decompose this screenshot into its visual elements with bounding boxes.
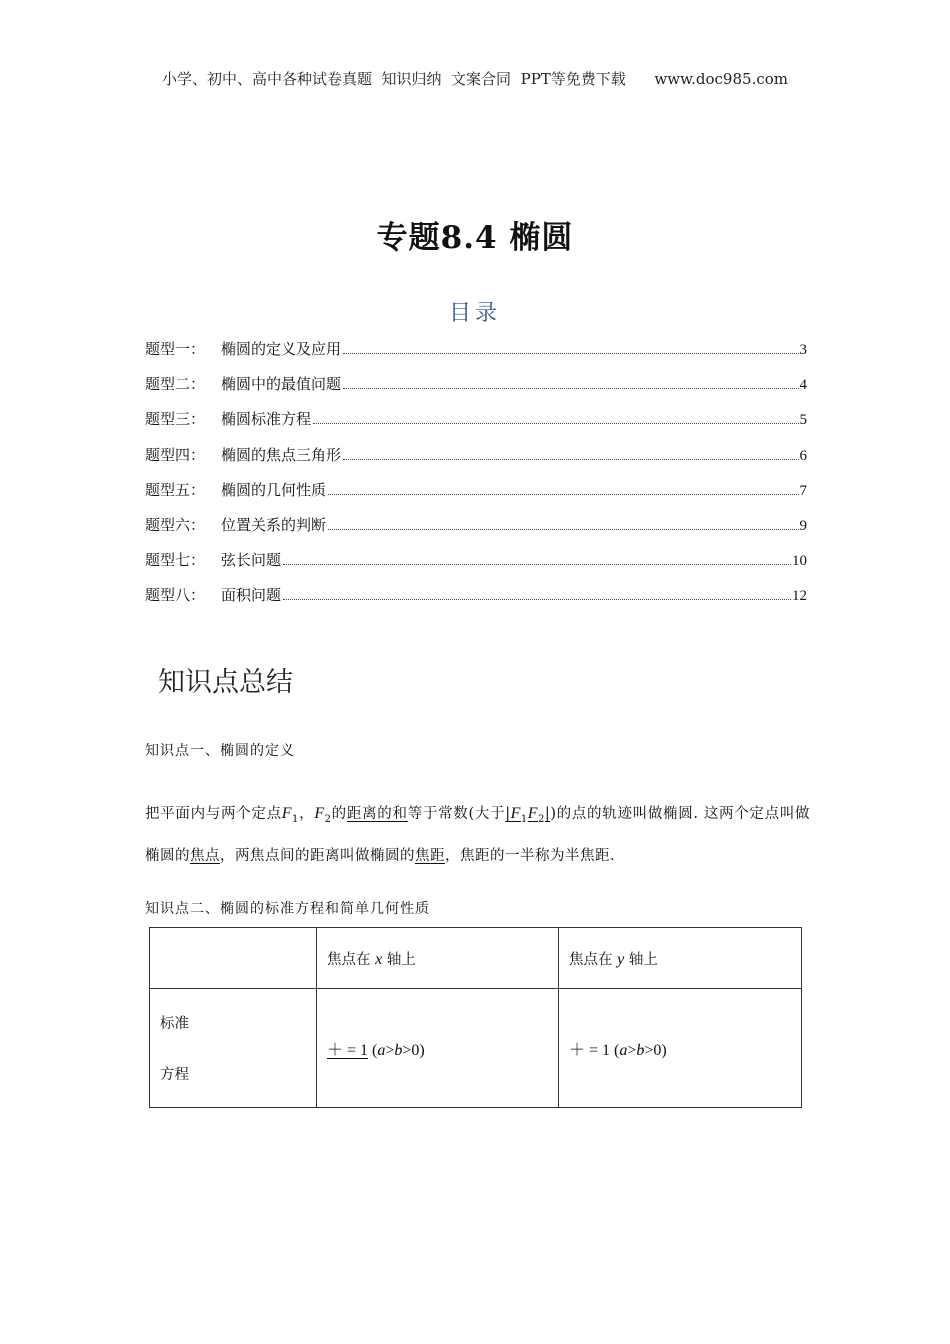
toc-item-type: 题型一： xyxy=(145,340,206,358)
toc-item-page: 9 xyxy=(799,517,807,534)
toc-item-label: 弦长问题 xyxy=(221,551,282,570)
cond-end: >0) xyxy=(402,1041,425,1059)
underlined-term: 焦距 xyxy=(415,847,445,864)
subscript: 2 xyxy=(538,813,545,825)
underlined-term: 焦点 xyxy=(190,847,220,864)
subscript: 1 xyxy=(520,813,528,825)
var-b: b xyxy=(394,1041,403,1059)
text-run: 把平面内与两个定点 xyxy=(145,806,282,822)
toc-leader-dots xyxy=(328,494,798,495)
toc-item-type: 题型四： xyxy=(145,445,206,464)
toc-leader-dots xyxy=(343,353,798,354)
formula-y-main: ＋ = 1 xyxy=(569,1041,611,1059)
toc-leader-dots xyxy=(283,564,791,565)
table-of-contents xyxy=(145,338,807,620)
row-label-cell xyxy=(150,989,317,1108)
table-row xyxy=(150,989,802,1108)
col-header-y xyxy=(559,928,802,989)
toc-item-page: 3 xyxy=(799,342,807,358)
abs-f1f2 xyxy=(505,805,551,825)
toc-item-label: 椭圆的焦点三角形 xyxy=(221,445,342,464)
underlined-term: 距离的和 xyxy=(346,806,408,822)
col-suffix: 轴上 xyxy=(624,951,658,968)
toc-item[interactable] xyxy=(145,338,807,373)
toc-item-page: 10 xyxy=(792,553,807,570)
abs-bar: | xyxy=(544,806,551,822)
subscript: 1 xyxy=(292,813,299,825)
row-label-line-2: 方程 xyxy=(160,1067,189,1083)
toc-leader-dots xyxy=(343,459,798,460)
formula-x-main: ＋ = 1 xyxy=(327,1041,369,1059)
text-run: )的点的轨迹叫做椭圆. 这两个定点叫做椭圆的 xyxy=(145,806,811,864)
toc-item-label: 面积问题 xyxy=(221,586,282,605)
toc-item-type: 题型八： xyxy=(145,586,206,605)
toc-item[interactable] xyxy=(145,444,807,479)
toc-item-type: 题型七： xyxy=(145,551,206,570)
subscript: 2 xyxy=(324,813,332,825)
toc-item-label: 椭圆的定义及应用 xyxy=(221,340,342,358)
toc-leader-dots xyxy=(328,529,798,530)
var-f: F xyxy=(314,805,325,822)
row-label-line-1: 标准 xyxy=(160,1016,189,1032)
ellipse-properties-table xyxy=(149,927,802,1108)
var-f: F xyxy=(527,805,539,822)
table-header-row xyxy=(150,928,802,989)
toc-item-page: 7 xyxy=(799,482,807,499)
toc-item-type: 题型二： xyxy=(145,375,206,394)
text-run: ，焦距的一半称为半焦距. xyxy=(445,847,616,864)
toc-item-page: 4 xyxy=(799,377,807,394)
text-run: 的 xyxy=(331,806,347,822)
cond-gt: > xyxy=(385,1041,395,1059)
toc-item-page: 6 xyxy=(799,447,807,464)
var-x: x xyxy=(375,950,383,968)
toc-item-type: 题型五： xyxy=(145,480,206,499)
col-prefix: 焦点在 xyxy=(569,951,618,968)
table-corner-cell xyxy=(150,928,317,989)
cond-open: ( xyxy=(610,1041,620,1059)
toc-item-type: 题型三： xyxy=(145,410,206,429)
toc-item-label: 椭圆中的最值问题 xyxy=(221,375,342,394)
text-run: ， xyxy=(298,806,315,822)
formula-x-cell xyxy=(317,989,559,1108)
var-a: a xyxy=(377,1041,386,1059)
var-f: F xyxy=(510,805,521,822)
toc-item-label: 椭圆标准方程 xyxy=(221,410,312,429)
col-prefix: 焦点在 xyxy=(327,951,376,968)
knowledge-point-1-heading: 知识点一、椭圆的定义 xyxy=(145,743,295,759)
toc-item[interactable] xyxy=(145,549,807,584)
col-header-x xyxy=(317,928,559,989)
var-f: F xyxy=(281,805,293,822)
toc-item-page: 5 xyxy=(799,412,807,429)
toc-item[interactable] xyxy=(145,514,807,549)
toc-item-label: 位置关系的判断 xyxy=(221,515,327,534)
cond-open: ( xyxy=(368,1041,378,1059)
col-suffix: 轴上 xyxy=(382,951,416,968)
definition-paragraph xyxy=(145,796,810,874)
toc-item[interactable] xyxy=(145,408,807,443)
abs-bar: | xyxy=(505,806,511,822)
toc-item-label: 椭圆的几何性质 xyxy=(221,480,327,499)
cond-gt: > xyxy=(627,1041,637,1059)
toc-leader-dots xyxy=(313,423,798,424)
toc-leader-dots xyxy=(343,388,798,389)
section-title: 知识点总结 xyxy=(158,667,293,698)
toc-leader-dots xyxy=(283,599,791,600)
toc-item-type: 题型六： xyxy=(145,515,206,534)
var-b: b xyxy=(636,1041,645,1059)
toc-item-page: 12 xyxy=(792,588,807,605)
page-header: 小学、初中、高中各种试卷真题 知识归纳 文案合同 PPT等免费下载 www.doc985.com xyxy=(161,70,788,88)
text-run: ，两焦点间的距离叫做椭圆的 xyxy=(220,847,415,864)
toc-item[interactable] xyxy=(145,373,807,408)
toc-item[interactable] xyxy=(145,479,807,514)
knowledge-point-2-heading: 知识点二、椭圆的标准方程和简单几何性质 xyxy=(145,901,430,917)
formula-y-cell xyxy=(559,989,802,1108)
toc-item[interactable] xyxy=(145,584,807,619)
toc-heading: 目录 xyxy=(448,301,501,326)
cond-end: >0) xyxy=(644,1041,667,1059)
document-title: 专题8.4 椭圆 xyxy=(376,220,574,256)
text-run: 等于常数(大于 xyxy=(407,806,506,822)
var-y: y xyxy=(617,950,625,968)
var-a: a xyxy=(619,1041,628,1059)
